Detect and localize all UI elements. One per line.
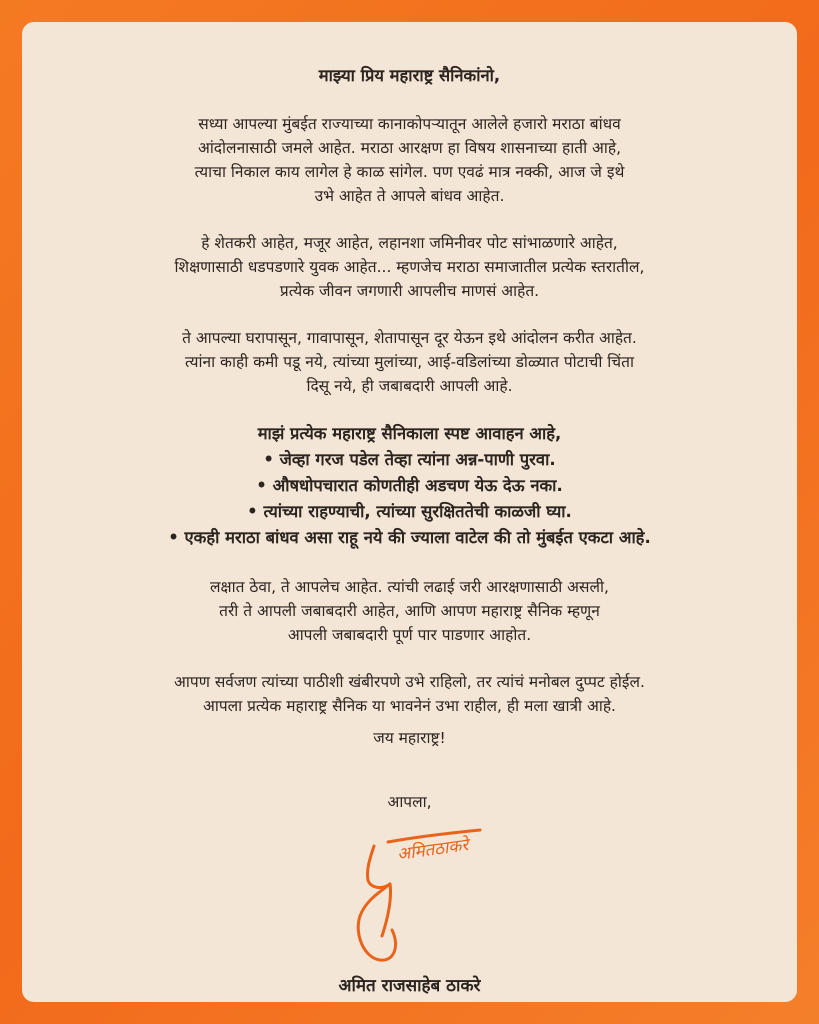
closing-jai-maharashtra: जय महाराष्ट्र! — [373, 729, 446, 747]
signature-drawing — [330, 818, 490, 968]
paragraph-2 — [22, 231, 797, 303]
paragraph-line: तरी ते आपली जबाबदारी आहेत, आणि आपण महाराष्ट्र सैनिक म्हणून — [219, 602, 600, 620]
paragraph-line: आपला प्रत्येक महाराष्ट्र सैनिक या भावनेनं उभा राहील, ही मला खात्री आहे. — [203, 697, 616, 715]
paragraph-line: आपली जबाबदारी पूर्ण पार पाडणार आहोत. — [287, 626, 532, 644]
paragraph-line: त्याचा निकाल काय लागेल हे काळ सांगेल. पण एवढं मात्र नक्की, आज जे इथे — [194, 163, 625, 181]
paragraph-line: आपण सर्वजण त्यांच्या पाठीशी खंबीरपणे उभे राहिलो, तर त्यांचं मनोबल दुप्पट होईल. — [174, 673, 645, 691]
appeal-bullet: • त्यांच्या राहण्याची, त्यांच्या सुरक्षिततेची काळजी घ्या. — [247, 502, 572, 521]
paragraph-line: प्रत्येक जीवन जगणारी आपलीच माणसं आहेत. — [279, 282, 540, 300]
paragraph-4 — [22, 575, 797, 647]
appeal-bullet: • एकही मराठा बांधव असा राहू नये की ज्याला वाटेल की तो मुंबईत एकटा आहे. — [168, 528, 651, 547]
paragraph-line: सध्या आपल्या मुंबईत राज्याच्या कानाकोपऱ्यातून आलेले हजारो मराठा बांधव — [198, 115, 621, 133]
paragraph-line: आंदोलनासाठी जमले आहेत. मराठा आरक्षण हा विषय शासनाच्या हाती आहे, — [197, 139, 622, 157]
signature — [330, 818, 490, 968]
signature-text: अमितठाकरे — [395, 835, 470, 865]
paragraph-line: शिक्षणासाठी धडपडणारे युवक आहेत... म्हणजेच मराठा समाजातील प्रत्येक स्तरातील, — [174, 258, 645, 276]
salutation: माझ्या प्रिय महाराष्ट्र सैनिकांनो, — [318, 66, 501, 85]
paragraph-3 — [22, 326, 797, 398]
paragraph-1 — [22, 112, 797, 208]
paragraph-line: उभे आहेत ते आपले बांधव आहेत. — [314, 187, 505, 205]
paragraph-line: लक्षात ठेवा, ते आपलेच आहेत. त्यांची लढाई जरी आरक्षणासाठी असली, — [210, 578, 609, 596]
paragraph-line: दिसू नये, ही जबाबदारी आपली आहे. — [306, 377, 513, 395]
paragraph-line: त्यांना काही कमी पडू नये, त्यांच्या मुलांच्या, आई-वडिलांच्या डोळ्यात पोटाची चिंता — [185, 353, 634, 371]
appeal-bullet: • जेव्हा गरज पडेल तेव्हा त्यांना अन्न-पाणी पुरवा. — [263, 450, 556, 469]
appeal-bullet: • औषधोपचारात कोणतीही अडचण येऊ देऊ नका. — [256, 476, 563, 495]
paragraph-line: हे शेतकरी आहेत, मजूर आहेत, लहानशा जमिनीवर पोट सांभाळणारे आहेत, — [201, 234, 618, 252]
paragraph-line: ते आपल्या घरापासून, गावापासून, शेतापासून दूर येऊन इथे आंदोलन करीत आहेत. — [182, 329, 637, 347]
appeal-section — [22, 421, 797, 551]
appeal-heading: माझं प्रत्येक महाराष्ट्र सैनिकाला स्पष्ट आवाहन आहे, — [257, 424, 562, 443]
paragraph-5 — [22, 670, 797, 718]
signer-name: अमित राजसाहेब ठाकरे — [338, 976, 481, 996]
letter-card — [22, 22, 797, 1002]
yours-truly: आपला, — [387, 793, 432, 811]
